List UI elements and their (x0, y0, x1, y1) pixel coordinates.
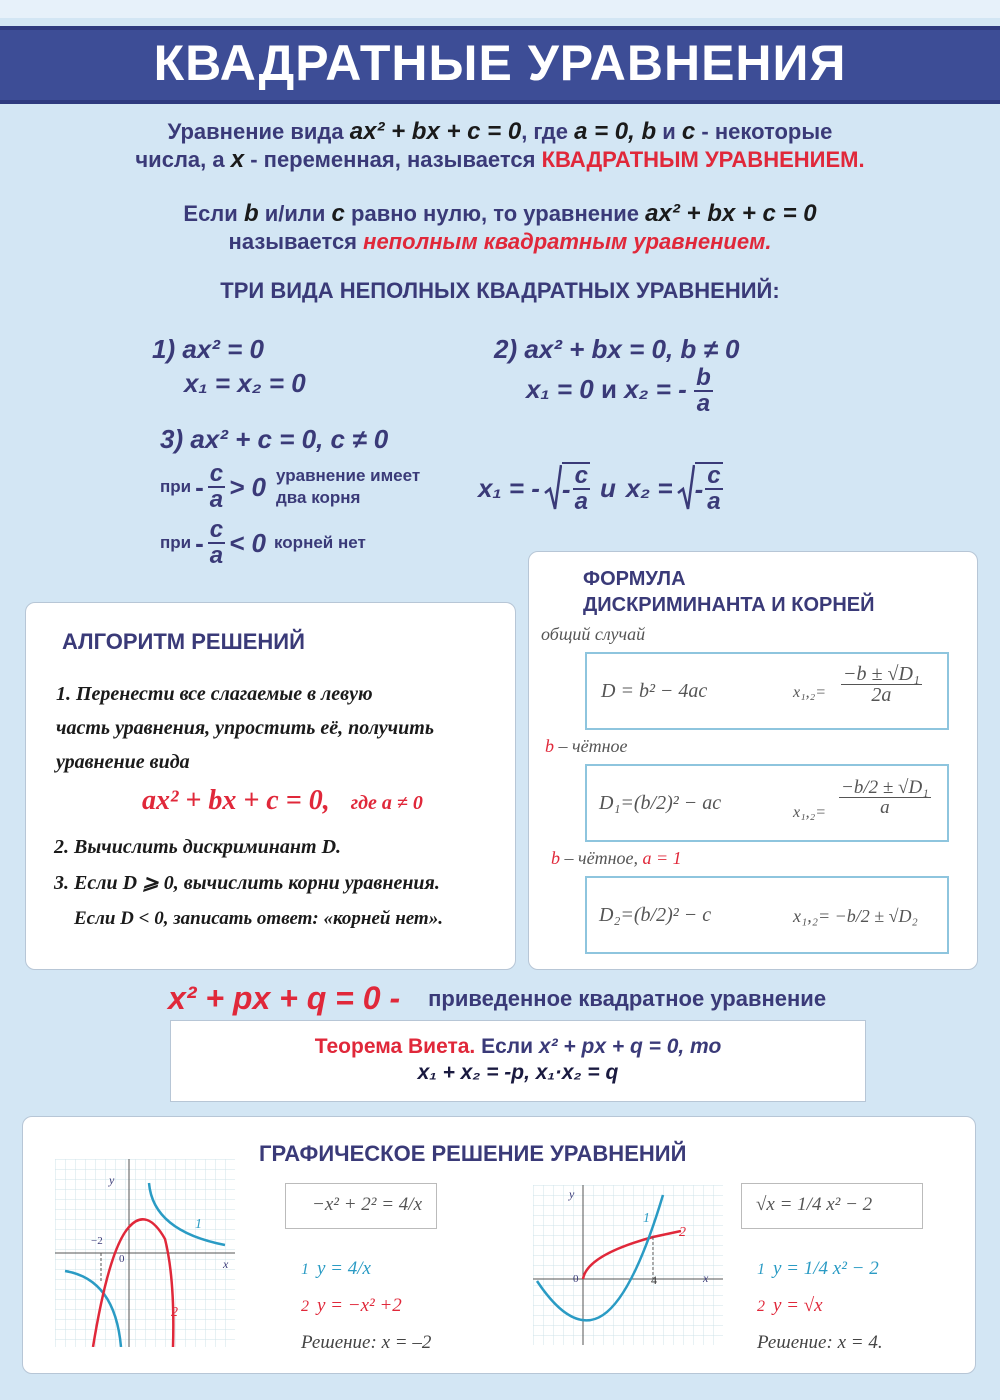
condition-positive: при - $\frac{c}{a}$ > 0 уравнение имеет два корня (160, 460, 421, 513)
algorithm-formula: ax² + bx + c = 0, где a ≠ 0 (142, 785, 423, 816)
algorithm-step-1: 1. Перенести все слагаемые в левую часть уравнения, упростить её, получить уравнение вида (56, 683, 434, 773)
reduced-equation: x² + px + q = 0 - приведенное квадратное уравнение (168, 980, 827, 1016)
type-1: 1) ax² = 0 x₁ = x₂ = 0 (152, 334, 306, 398)
general-formula: ax² + bx + c = 0 (349, 118, 522, 145)
three-types-heading: ТРИ ВИДА НЕПОЛНЫХ КВАДРАТНЫХ УРАВНЕНИЙ: (220, 278, 780, 303)
left-equation-box: −x² + 2² = 4/x (285, 1183, 437, 1229)
right-solution: Решение: x = 4. (757, 1332, 883, 1353)
incomplete-paragraph: Если b и/или c равно нулю, то уравнение ax² + bx + c = 0 называется неполным квадратным уравнением. (183, 200, 817, 254)
formula-general: D = b² − 4ac x₁,₂= $\frac{\text{−b ± √D₁}}{2a}$ (585, 652, 949, 730)
type-3: 3) ax² + c = 0, c ≠ 0 (160, 424, 389, 454)
right-equation-box: √x = 1/4 x² − 2 (741, 1183, 923, 1229)
intro-line-1: Уравнение вида ax² + bx + c = 0, где a = 0, b и c - некоторые (167, 118, 833, 145)
intro-line-2: числа, а x - переменная, называется КВАДРАТНЫМ УРАВНЕНИЕМ. (135, 146, 865, 173)
algorithm-steps-2-3: 2. Вычислить дискриминант D. 3. Если D ⩾ 0, вычислить корни уравнения. Если D < 0, записать ответ: «корней нет». (54, 836, 443, 929)
quadratic-term: КВАДРАТНЫМ УРАВНЕНИЕМ. (541, 147, 865, 172)
incomplete-term: неполным квадратным уравнением. (363, 229, 772, 254)
right-functions: 1 y = 1/4 x² − 2 2 y = √x Решение: x = 4. (757, 1251, 883, 1361)
discriminant-heading: ФОРМУЛА ДИСКРИМИНАНТА И КОРНЕЙ (583, 568, 875, 616)
algorithm-panel (25, 602, 516, 970)
type-2: 2) ax² + bx = 0, b ≠ 0 x₁ = 0 и x₂ = - $\frac{b}{a}$ (494, 334, 740, 417)
roots-formula: x₁ = - - $\frac{c}{a}$ и x₂ = - $\frac{c}{a}$ (478, 462, 721, 515)
formula-even-b: D₁=(b/2)² − ac x₁,₂= $\frac{\text{−b/2 ± √D₁}}{a}$ (585, 764, 949, 842)
intro-paragraph (0, 118, 1000, 174)
vieta-panel: Теорема Виета. Если x² + px + q = 0, то x₁ + x₂ = -p, x₁·x₂ = q (170, 1020, 866, 1102)
algorithm-heading: АЛГОРИТМ РЕШЕНИЙ (62, 629, 305, 654)
graphic-heading: ГРАФИЧЕСКОЕ РЕШЕНИЕ УРАВНЕНИЙ (259, 1141, 687, 1166)
formula-even-b-a1: D₂=(b/2)² − c x₁,₂= −b/2 ± √D₂ (585, 876, 949, 954)
sqrt-icon (544, 463, 562, 513)
graphic-panel: ГРАФИЧЕСКОЕ РЕШЕНИЕ УРАВНЕНИЙ y x 0 −2 1 2 −x² + 2² = 4/x 1 y = 4/x 2 y = −x² +2 Решение: x = –2 y x 0 4 1 2 √x = 1/4 x² − 2 1 y = 1/4 x² − 2 2 y = √x Решение: x = 4. (22, 1116, 976, 1374)
sqrt-icon (677, 463, 695, 513)
discriminant-panel: ФОРМУЛА ДИСКРИМИНАНТА И КОРНЕЙ общий случай D = b² − 4ac x₁,₂= $\frac{\text{−b ± √D₁}}{2a}$ b – чётное D₁=(b/2)² − ac x₁,₂= $\frac{\text{−b/2 ± √D₁}}{a}$ b – чётное, a = 1 D₂=(b/2)² − c x₁,₂= −b/2 ± √D₂ (528, 551, 978, 970)
top-stripe (0, 0, 1000, 18)
graph-right (533, 1185, 723, 1345)
graph-left (55, 1159, 235, 1347)
condition-negative: при - $\frac{c}{a}$ < 0 корней нет (160, 516, 366, 569)
page-title: КВАДРАТНЫЕ УРАВНЕНИЯ (153, 35, 847, 91)
b-over-a: $\frac{b}{a}$ (696, 364, 711, 417)
left-functions: 1 y = 4/x 2 y = −x² +2 Решение: x = –2 (301, 1251, 431, 1361)
left-solution: Решение: x = –2 (301, 1332, 432, 1353)
